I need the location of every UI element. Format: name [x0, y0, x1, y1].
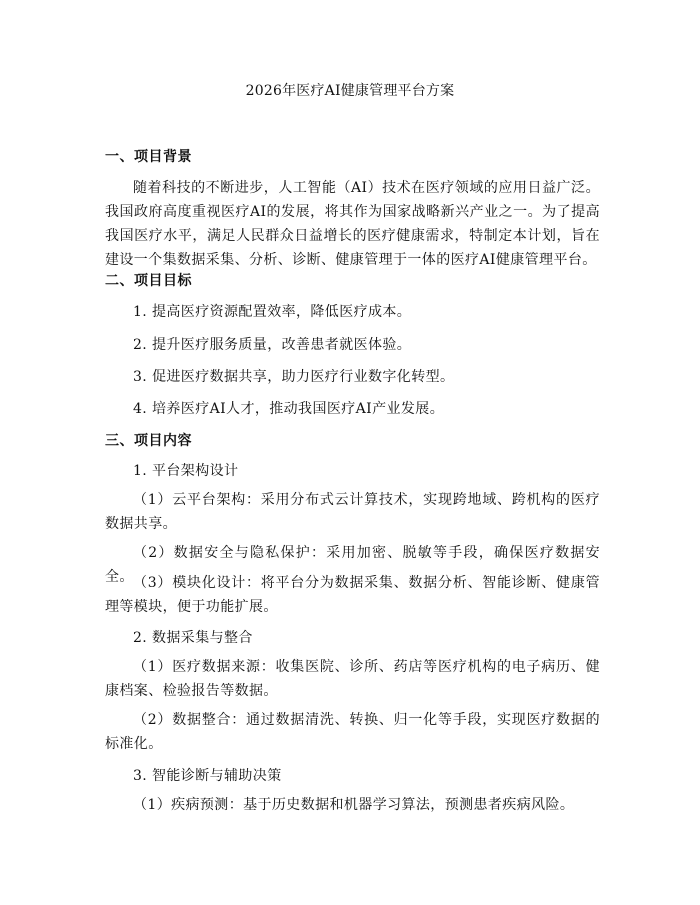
subsection-title: 1. 平台架构设计: [133, 463, 239, 479]
document-title: 2026年医疗AI健康管理平台方案: [245, 83, 455, 99]
background-paragraph: 随着科技的不断进步，人工智能（AI）技术在医疗领域的应用日益广泛。我国政府高度重视医疗AI的发展，将其作为国家战略新兴产业之一。为了提高我国医疗水平，满足人民群众日益增长的医疗健康需求，特制定本计划，旨在建设一个集数据采集、分析、诊断、健康管理于一体的医疗AI健康管理平台。: [105, 180, 600, 268]
content-item: （1）疾病预测：基于历史数据和机器学习算法，预测患者疾病风险。: [133, 797, 575, 813]
goal-item: 1. 提高医疗资源配置效率，降低医疗成本。: [133, 304, 412, 320]
subsection-title: 2. 数据采集与整合: [133, 630, 253, 646]
content-item: （2）数据整合：通过数据清洗、转换、归一化等手段，实现医疗数据的标准化。: [105, 712, 600, 752]
section-heading-goals: 二、项目目标: [105, 273, 192, 289]
goal-item: 3. 促进医疗数据共享，助力医疗行业数字化转型。: [133, 369, 455, 385]
subsection-title: 3. 智能诊断与辅助决策: [133, 768, 282, 784]
content-item: （2）数据安全与隐私保护：采用加密、脱敏等手段，确保医疗数据安全。: [105, 545, 600, 585]
content-item: （1）医疗数据来源：收集医院、诊所、药店等医疗机构的电子病历、健康档案、检验报告等数据。: [105, 659, 600, 699]
goal-item: 2. 提升医疗服务质量，改善患者就医体验。: [133, 337, 412, 353]
content-item: （1）云平台架构：采用分布式云计算技术，实现跨地域、跨机构的医疗数据共享。: [105, 492, 600, 532]
section-heading-content: 三、项目内容: [105, 433, 192, 449]
section-heading-background: 一、项目背景: [105, 149, 192, 165]
content-item: （3）模块化设计：将平台分为数据采集、数据分析、智能诊断、健康管理等模块，便于功能扩展。: [105, 575, 600, 615]
goal-item: 4. 培养医疗AI人才，推动我国医疗AI产业发展。: [133, 401, 445, 417]
